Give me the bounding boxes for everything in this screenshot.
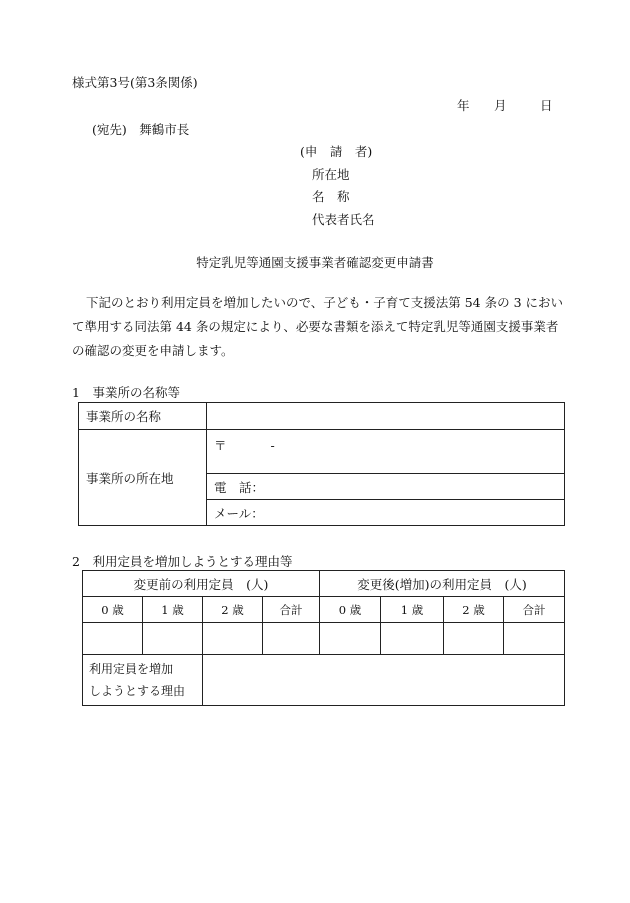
reason-label [83,655,203,706]
before-capacity-header: 変更前の利用定員 (人) [83,571,320,597]
after-total-header: 合計 [504,597,565,623]
before-age0-value[interactable] [83,623,143,655]
after-age0-header: 0 歳 [320,597,381,623]
after-age0-value[interactable] [320,623,381,655]
after-age2-header: 2 歳 [444,597,504,623]
applicant-heading: (申 請 者) [300,144,373,159]
section2-heading: 2 利用定員を増加しようとする理由等 [72,554,293,569]
reason-label-line2: しようとする理由 [89,684,186,698]
facility-name-label: 事業所の名称 [79,403,207,430]
capacity-table [82,570,565,706]
applicant-location-label: 所在地 [312,166,350,182]
after-capacity-header: 変更後(増加)の利用定員 (人) [320,571,565,597]
after-age2-value[interactable] [444,623,504,655]
applicant-representative-label: 代表者氏名 [312,211,375,227]
form-number: 様式第3号(第3条関係) [72,75,198,90]
section1-heading: 1 事業所の名称等 [72,385,180,400]
date-month: 月 [494,98,507,113]
postal-dash: - [270,438,275,453]
before-age2-value[interactable] [203,623,263,655]
reason-field[interactable] [203,655,565,706]
before-total-header: 合計 [263,597,320,623]
date-year: 年 [457,98,470,113]
facility-address-label: 事業所の所在地 [79,430,207,526]
phone-field[interactable] [207,474,565,500]
phone-label: 電 話： [214,479,265,495]
after-age1-value[interactable] [381,623,444,655]
facility-name-field[interactable] [207,403,565,430]
body-text [72,291,570,363]
date-line [457,96,553,114]
applicant-name-label: 名 称 [312,189,350,204]
date-day: 日 [540,98,553,113]
body-paragraph: 下記のとおり利用定員を増加したいので、子ども・子育て支援法第 54 条の 3 において準用する同法第 44 条の規定により、必要な書類を添えて特定乳児等通園支援事業者の確認の変更を申請します。 [72,295,564,358]
facility-table [78,402,565,526]
before-age1-header: 1 歳 [143,597,203,623]
applicant-block [300,141,375,231]
before-age2-header: 2 歳 [203,597,263,623]
before-age0-header: 0 歳 [83,597,143,623]
facility-postal-field[interactable] [207,430,565,474]
before-age1-value[interactable] [143,623,203,655]
email-field[interactable] [207,500,565,526]
reason-label-line1: 利用定員を増加 [89,662,174,676]
addressee: (宛先) 舞鶴市長 [92,122,190,137]
after-total-value[interactable] [504,623,565,655]
document-title: 特定乳児等通園支援事業者確認変更申請書 [196,255,434,270]
postal-mark: 〒 [214,438,227,453]
email-label: メール： [214,505,264,521]
after-age1-header: 1 歳 [381,597,444,623]
before-total-value[interactable] [263,623,320,655]
